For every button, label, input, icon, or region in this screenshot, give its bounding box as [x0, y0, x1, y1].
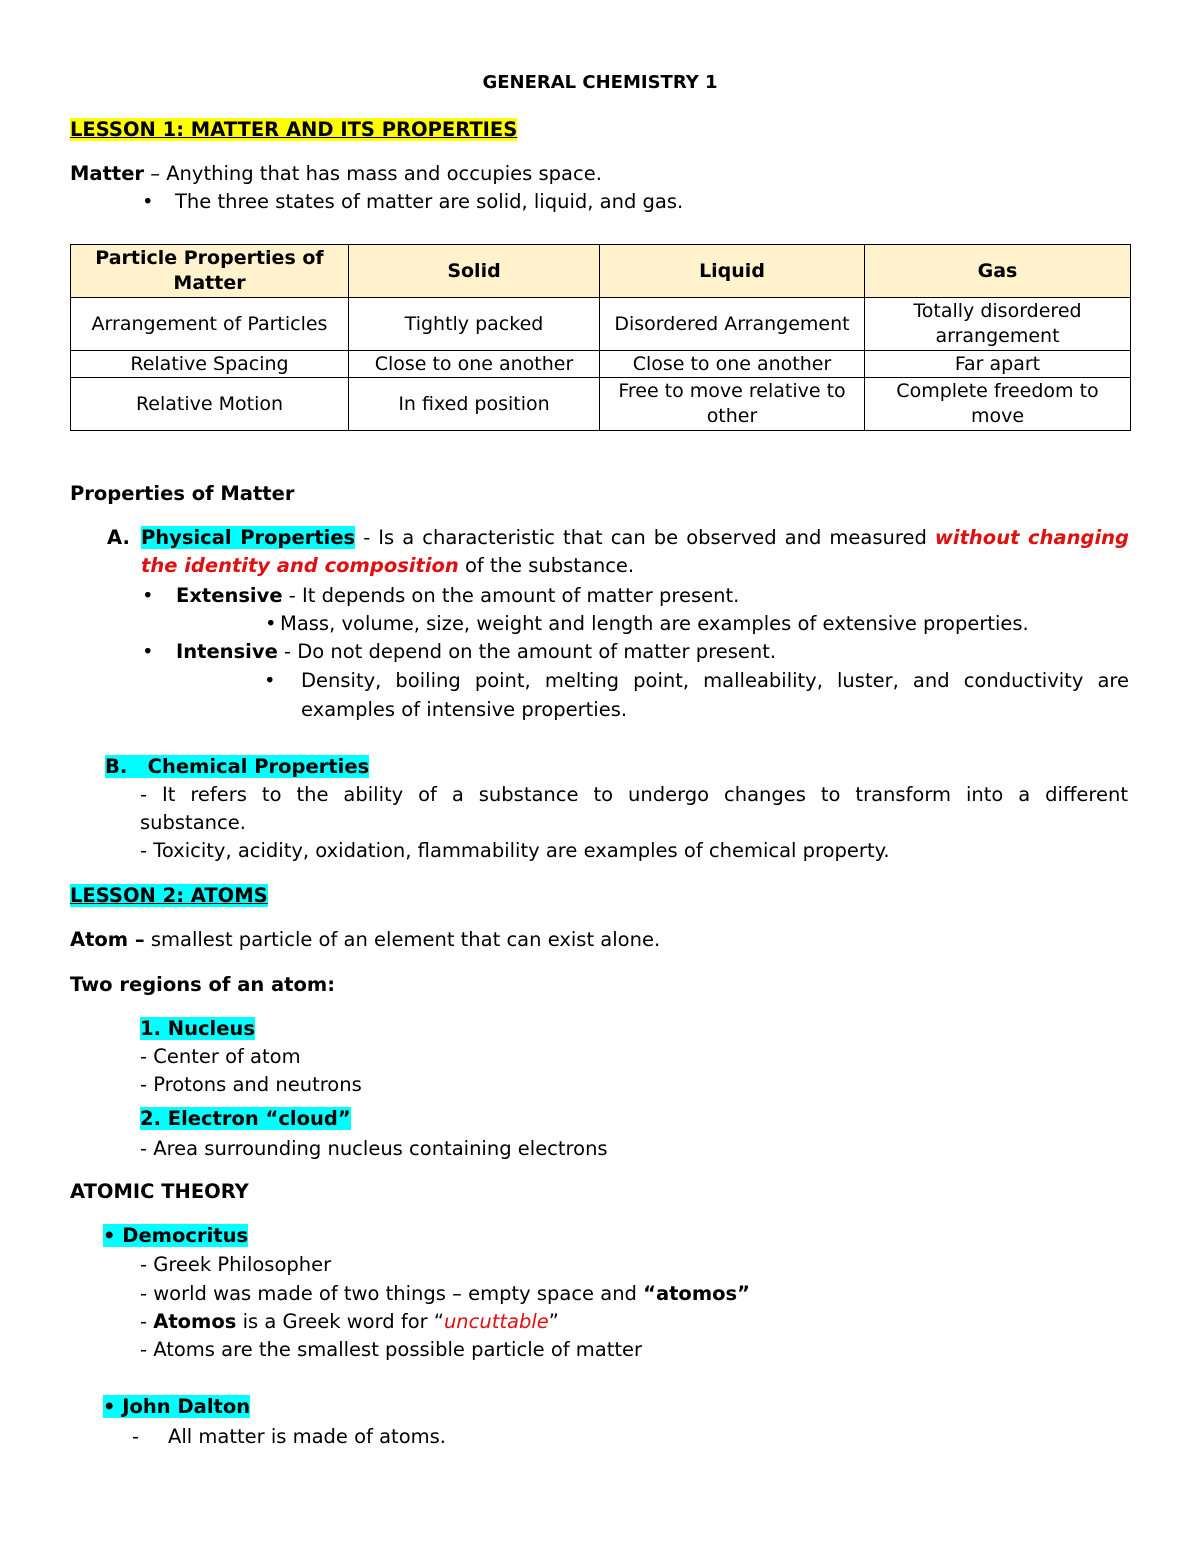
table-header: Gas: [865, 245, 1131, 298]
table-cell: Disordered Arrangement: [600, 298, 865, 351]
extensive-example: • Mass, volume, size, weight and length are examples of extensive properties.: [265, 610, 1029, 638]
table-cell: Close to one another: [349, 351, 600, 378]
bullet-icon: •: [142, 640, 154, 663]
intensive-example-line2: examples of intensive properties.: [301, 698, 628, 721]
intensive-example-line1: Density, boiling point, melting point, malleability, luster, and conductivity are: [301, 669, 1129, 692]
table-header: Solid: [349, 245, 600, 298]
states-bullet: • The three states of matter are solid, liquid, and gas.: [142, 188, 683, 216]
democritus-line1: - Greek Philosopher: [140, 1253, 332, 1276]
table-header: Liquid: [600, 245, 865, 298]
nucleus-label: 1. Nucleus: [140, 1017, 255, 1040]
chemical-line1: - It refers to the ability of a substance to undergo changes to transform into a different: [140, 783, 1128, 806]
atom-definition: Atom – smallest particle of an element that can exist alone.: [70, 928, 661, 951]
physical-properties-line2: the identity and composition of the substance.: [141, 554, 635, 577]
bullet-icon: •: [265, 612, 277, 635]
nucleus-line1: - Center of atom: [140, 1045, 301, 1068]
nucleus-line2: - Protons and neutrons: [140, 1073, 362, 1096]
electron-cloud-label: 2. Electron “cloud”: [140, 1107, 351, 1130]
intensive-bullet: • Intensive - Do not depend on the amount of matter present.: [142, 638, 776, 666]
table-cell: Totally disordered arrangement: [865, 298, 1131, 351]
table-cell: Far apart: [865, 351, 1131, 378]
table-cell: Free to move relative to other: [600, 378, 865, 431]
table-cell: Arrangement of Particles: [71, 298, 349, 351]
democritus-label: • Democritus: [103, 1224, 249, 1247]
extensive-bullet: • Extensive - It depends on the amount of matter present.: [142, 582, 739, 610]
table-cell: Relative Motion: [71, 378, 349, 431]
democritus-line4: - Atoms are the smallest possible particle of matter: [140, 1338, 643, 1361]
bullet-icon: •: [142, 584, 154, 607]
chemical-line2: substance.: [140, 811, 246, 834]
table-cell: Relative Spacing: [71, 351, 349, 378]
document-title: GENERAL CHEMISTRY 1: [482, 72, 718, 93]
bullet-icon: •: [142, 190, 154, 213]
properties-heading: Properties of Matter: [70, 482, 295, 505]
table-header: Particle Properties of Matter: [71, 245, 349, 298]
democritus-line2: - world was made of two things – empty space and “atomos”: [140, 1282, 750, 1305]
physical-properties-line1: A. Physical Properties - Is a characteristic that can be observed and measured without changing: [107, 526, 1130, 549]
table-row: [71, 378, 1131, 431]
table-row: [71, 351, 1131, 378]
dash-icon: -: [132, 1425, 140, 1448]
atomic-theory-heading: ATOMIC THEORY: [70, 1180, 249, 1203]
table-row: [71, 298, 1131, 351]
dalton-label: • John Dalton: [103, 1395, 251, 1418]
chemical-line3: - Toxicity, acidity, oxidation, flammability are examples of chemical property.: [140, 839, 890, 862]
bullet-icon: •: [103, 1395, 123, 1418]
table-cell: Tightly packed: [349, 298, 600, 351]
electron-line1: - Area surrounding nucleus containing electrons: [140, 1137, 608, 1160]
lesson2-heading: LESSON 2: ATOMS: [70, 884, 268, 907]
table-cell: In fixed position: [349, 378, 600, 431]
dalton-line1: - All matter is made of atoms.: [132, 1423, 446, 1451]
regions-heading: Two regions of an atom:: [70, 973, 336, 996]
table-cell: Close to one another: [600, 351, 865, 378]
democritus-line3: - Atomos is a Greek word for “uncuttable”: [140, 1310, 559, 1333]
bullet-icon: •: [103, 1224, 123, 1247]
particle-properties-table: [70, 244, 1131, 431]
lesson1-heading: LESSON 1: MATTER AND ITS PROPERTIES: [70, 118, 518, 141]
bullet-icon: •: [264, 669, 276, 692]
matter-definition: Matter – Anything that has mass and occupies space.: [70, 162, 602, 185]
chemical-properties-heading: B. Chemical Properties: [105, 755, 370, 778]
table-cell: Complete freedom to move: [865, 378, 1131, 431]
table-header-row: [71, 245, 1131, 298]
